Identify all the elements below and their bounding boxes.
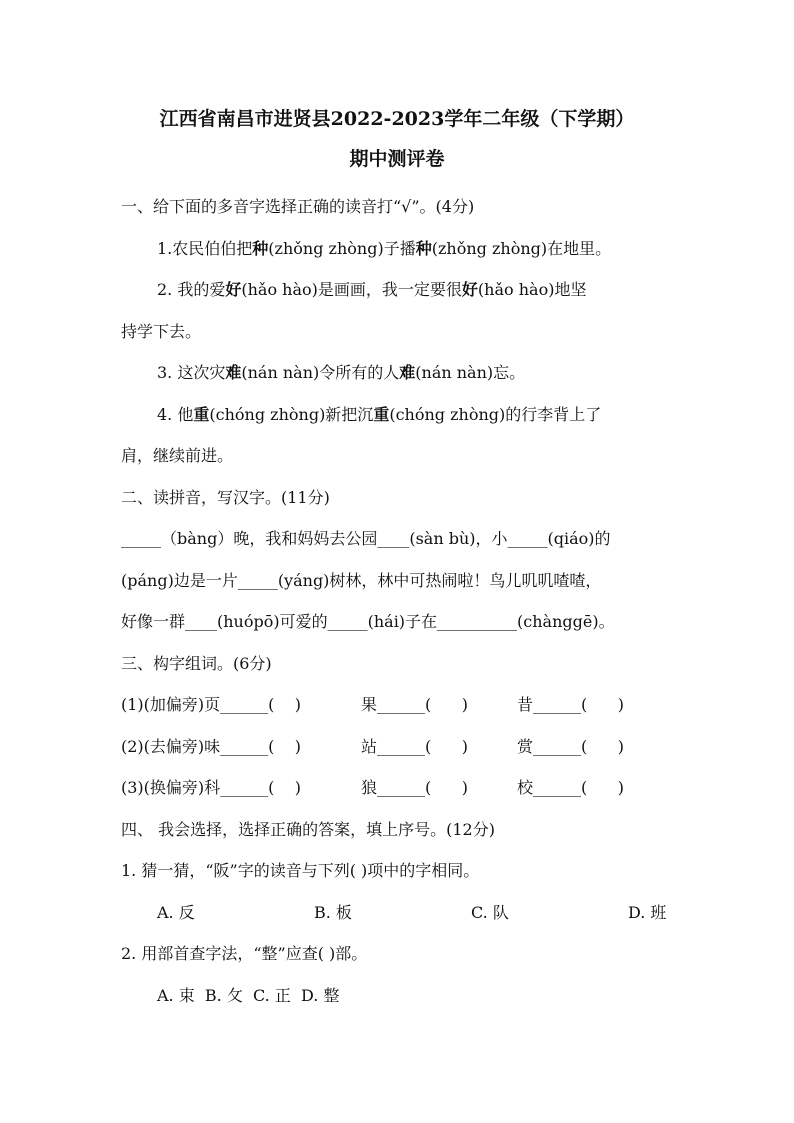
choice-question-2: 2. 用部首查字法，“整”应查( )部。 <box>121 944 368 963</box>
pinyin-line-2: (páng)边是一片_____(yáng)树林，林中可热闹啦！鸟儿叽叽喳喳， <box>121 570 602 590</box>
word-row-1: (1)(加偏旁)页______( ) 果______( ) 昔______( ) <box>121 695 625 714</box>
word-row-3: (3)(换偏旁)科______( ) 狼______( ) 校______( ) <box>121 778 625 797</box>
question-1-4-cont: 肩，继续前进。 <box>121 446 234 465</box>
question-1-3: 3. 这次灾难(nán nàn)令所有的人难(nán nàn)忘。 <box>157 363 526 382</box>
question-1-2: 2. 我的爱好(hǎo hào)是画画，我一定要很好(hǎo hào)地坚 <box>157 280 587 299</box>
question-1-4: 4. 他重(chóng zhòng)新把沉重(chóng zhòng)的行李背上了 <box>157 404 602 424</box>
question-1-2-cont: 持学下去。 <box>121 321 202 341</box>
choice-options-1 <box>121 892 674 934</box>
choice-question-1: 1. 猜一猜，“阪”字的读音与下列( )项中的字相同。 <box>121 861 480 880</box>
question-1-1: 1.农民伯伯把种(zhǒng zhòng)子播种(zhǒng zhòng)在地里。 <box>157 238 612 258</box>
exam-subtitle: 期中测评卷 <box>349 148 445 170</box>
section-1-heading: 一、给下面的多音字选择正确的读音打“√”。(4分) <box>121 197 475 216</box>
option-b: B. 板 <box>314 902 352 922</box>
pinyin-line-3: 好像一群____(huópō)可爱的_____(hái)子在__________(chànggē)。 <box>121 612 615 631</box>
option-a: A. 反 <box>157 902 195 922</box>
exam-title: 江西省南昌市进贤县2022-2023学年二年级（下学期） <box>159 108 635 130</box>
section-2-heading: 二、读拼音，写汉字。(11分) <box>121 487 330 507</box>
pinyin-line-1: _____（bàng）晚，我和妈妈去公园____(sàn bù)，小_____(qiáo)的 <box>121 529 611 548</box>
exam-content <box>121 186 674 1016</box>
section-4-heading: 四、 我会选择，选择正确的答案，填上序号。(12分) <box>121 819 495 839</box>
word-row-2: (2)(去偏旁)味______( ) 站______( ) 赏______( ) <box>121 736 625 756</box>
option-c: C. 队 <box>471 902 509 922</box>
option-d: D. 班 <box>628 902 667 922</box>
section-3-heading: 三、构字组词。(6分) <box>121 653 272 673</box>
choice-options-2: A. 束 B. 攵 C. 正 D. 整 <box>157 985 340 1005</box>
